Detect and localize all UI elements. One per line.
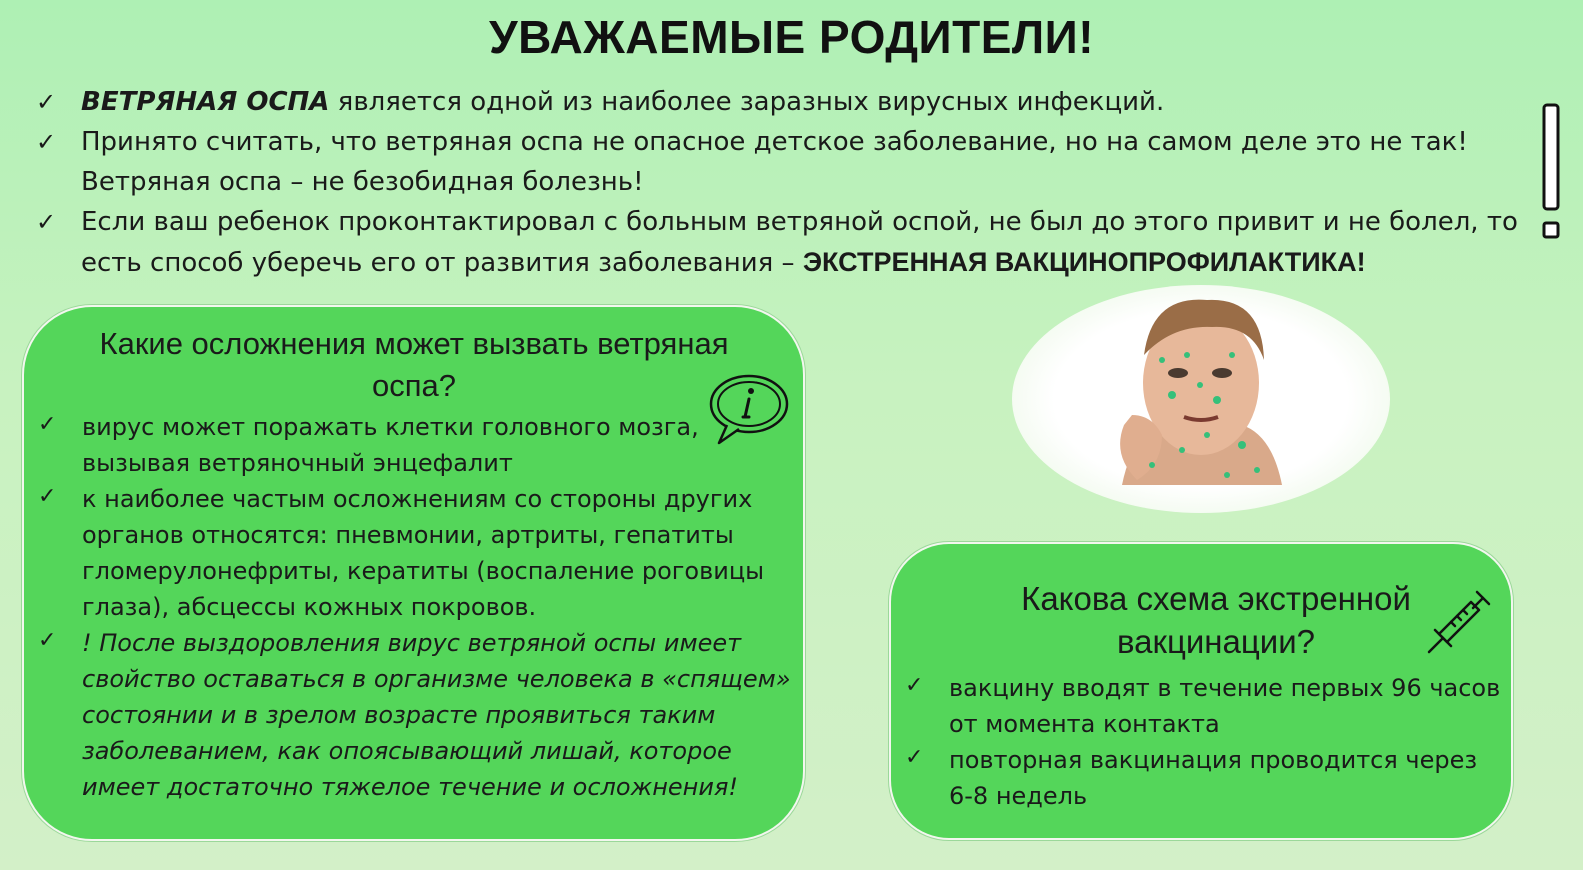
page-title: УВАЖАЕМЫЕ РОДИТЕЛИ! bbox=[488, 11, 1095, 63]
check-icon: ✓ bbox=[905, 745, 924, 770]
intro-item bbox=[36, 122, 1546, 202]
intro-item bbox=[36, 82, 1546, 122]
intro-item-1-bold: ВЕТРЯНАЯ ОСПА bbox=[81, 87, 330, 117]
check-icon: ✓ bbox=[38, 412, 57, 437]
list-item-text: вакцину вводят в течение первых 96 часов от момента контакта bbox=[949, 674, 1501, 738]
intro-item bbox=[36, 202, 1546, 283]
vaccination-list bbox=[905, 670, 1505, 814]
vaccination-title: Какова схема экстренной вакцинации? bbox=[1021, 580, 1411, 660]
list-item bbox=[38, 625, 798, 805]
intro-item-1-text: является одной из наиболее заразных вирусных инфекций. bbox=[329, 87, 1165, 117]
check-icon: ✓ bbox=[905, 673, 924, 698]
list-item bbox=[905, 670, 1505, 742]
complications-title: Какие осложнения может вызвать ветряная оспа? bbox=[99, 326, 729, 403]
intro-item-3-bold: ЭКСТРЕННАЯ ВАКЦИНОПРОФИЛАКТИКА! bbox=[802, 247, 1366, 277]
intro-list bbox=[36, 82, 1546, 283]
child-with-chickenpox-photo bbox=[1012, 285, 1390, 513]
check-icon: ✓ bbox=[38, 484, 57, 509]
list-item-text: вирус может поражать клетки головного мозга, вызывая ветряночный энцефалит bbox=[82, 413, 699, 477]
complications-box bbox=[22, 305, 805, 841]
list-item-text: ! После выздоровления вирус ветряной оспы имеет свойство оставаться в организме человека в «спящем» состоянии и в зрелом возрасте проявиться таким заболеванием, как опоясывающий лишай, которое имеет достаточно тяжелое течение и осложнения! bbox=[82, 629, 791, 801]
intro-item-2-text: Принято считать, что ветряная оспа не опасное детское заболевание, но на самом деле это не так! Ветряная оспа – не безобидная болезнь! bbox=[81, 127, 1468, 197]
list-item-text: к наиболее частым осложнениям со стороны других органов относятся: пневмонии, артриты, гепатиты гломерулонефриты, кератиты (воспаление роговицы глаза), абсцессы кожных покровов. bbox=[82, 485, 765, 621]
check-icon: ✓ bbox=[36, 208, 57, 236]
complications-list bbox=[38, 409, 798, 805]
syringe-icon bbox=[1421, 580, 1501, 660]
intro-item-3-text: Если ваш ребенок проконтактировал с больным ветряной оспой, не был до этого привит и не болел, то есть способ уберечь его от развития заболевания – bbox=[81, 207, 1518, 278]
exclamation-icon bbox=[1541, 103, 1563, 243]
check-icon: ✓ bbox=[38, 628, 57, 653]
list-item-text: повторная вакцинация проводится через 6-8 недель bbox=[949, 746, 1478, 810]
child-photo-illustration bbox=[1012, 285, 1390, 513]
list-item bbox=[38, 481, 798, 625]
list-item bbox=[38, 409, 798, 481]
check-icon: ✓ bbox=[36, 88, 57, 116]
check-icon: ✓ bbox=[36, 128, 57, 156]
vaccination-box bbox=[889, 542, 1513, 840]
list-item bbox=[905, 742, 1505, 814]
